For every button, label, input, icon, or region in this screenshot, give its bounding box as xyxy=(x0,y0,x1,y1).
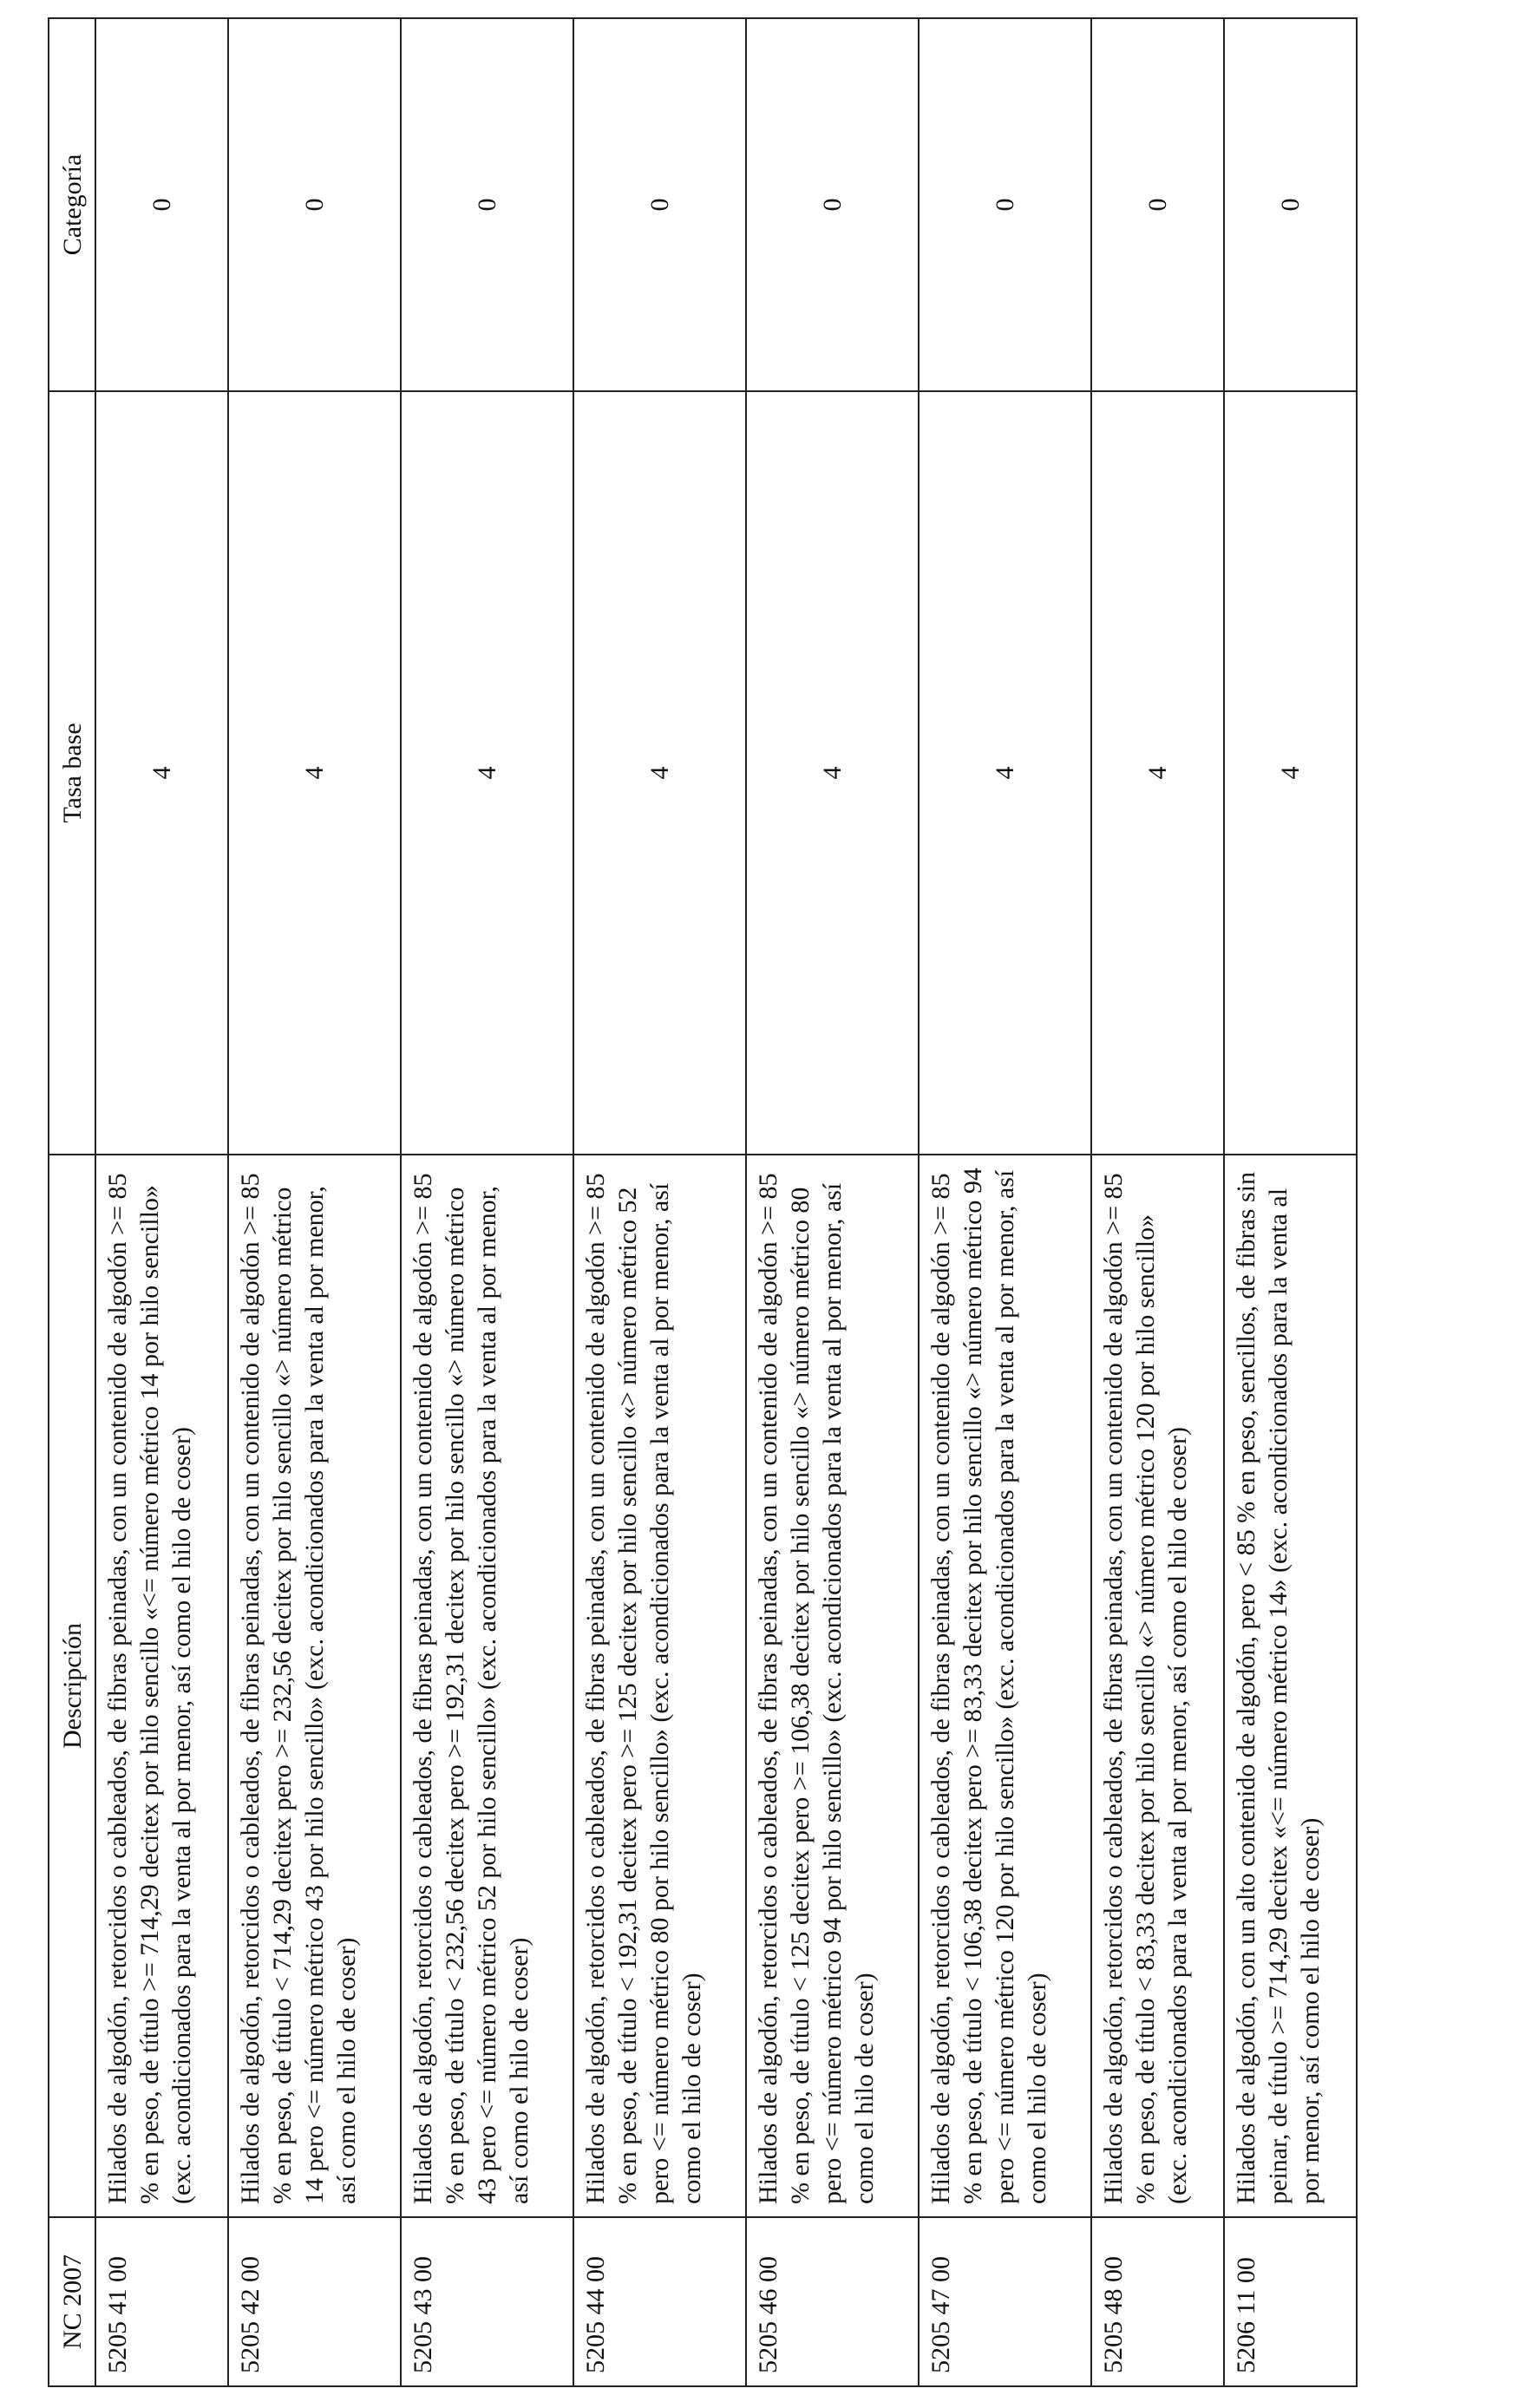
cell-rate: 4 xyxy=(919,391,1091,1155)
table-row xyxy=(919,18,1091,2386)
table-row xyxy=(573,18,746,2386)
cell-description: Hilados de algodón, retorcidos o cableados, de fibras peinadas, con un contenido de algodón >= 85 % en peso, de título < 714,29 decitex pero >= 232,56 decitex por hilo sencillo «> número métrico 14 pero <= número métrico 43 por hilo sencillo» (exc. acondicionados para la venta al por menor, así como el hilo de coser) xyxy=(228,1155,401,2217)
cell-rate: 4 xyxy=(401,391,573,1155)
header-nc-2007: NC 2007 xyxy=(49,2217,95,2386)
table-row xyxy=(746,18,919,2386)
table-row xyxy=(228,18,401,2386)
cell-category: 0 xyxy=(228,18,401,391)
cell-rate: 4 xyxy=(95,391,228,1155)
rotated-table-container xyxy=(48,19,1358,2387)
cell-rate: 4 xyxy=(746,391,919,1155)
cell-code: 5205 48 00 xyxy=(1091,2217,1224,2386)
cell-code: 5205 46 00 xyxy=(746,2217,919,2386)
cell-description: Hilados de algodón, retorcidos o cableados, de fibras peinadas, con un contenido de algodón >= 85 % en peso, de título < 232,56 decitex pero >= 192,31 decitex por hilo sencillo «> número métrico 43 pero <= número métrico 52 por hilo sencillo» (exc. acondicionados para la venta al por menor, así como el hilo de coser) xyxy=(401,1155,573,2217)
header-descripcion: Descripción xyxy=(49,1155,95,2217)
cell-code: 5205 43 00 xyxy=(401,2217,573,2386)
tariff-table xyxy=(48,17,1358,2387)
cell-category: 0 xyxy=(746,18,919,391)
table-row xyxy=(95,18,228,2386)
cell-description: Hilados de algodón, retorcidos o cableados, de fibras peinadas, con un contenido de algodón >= 85 % en peso, de título < 106,38 decitex pero >= 83,33 decitex por hilo sencillo «> número métrico 94 pero <= número métrico 120 por hilo sencillo» (exc. acondicionados para la venta al por menor, así como el hilo de coser) xyxy=(919,1155,1091,2217)
header-categoria: Categoría xyxy=(49,18,95,391)
cell-code: 5205 47 00 xyxy=(919,2217,1091,2386)
cell-category: 0 xyxy=(919,18,1091,391)
cell-rate: 4 xyxy=(1224,391,1357,1155)
table-row xyxy=(1224,18,1357,2386)
cell-rate: 4 xyxy=(573,391,746,1155)
cell-description: Hilados de algodón, retorcidos o cableados, de fibras peinadas, con un contenido de algodón >= 85 % en peso, de título < 192,31 decitex pero >= 125 decitex por hilo sencillo «> número métrico 52 pero <= número métrico 80 por hilo sencillo» (exc. acondicionados para la venta al por menor, así como el hilo de coser) xyxy=(573,1155,746,2217)
cell-code: 5205 41 00 xyxy=(95,2217,228,2386)
cell-code: 5205 44 00 xyxy=(573,2217,746,2386)
header-row xyxy=(49,18,95,2386)
cell-description: Hilados de algodón, retorcidos o cableados, de fibras peinadas, con un contenido de algodón >= 85 % en peso, de título < 125 decitex pero >= 106,38 decitex por hilo sencillo «> número métrico 80 pero <= número métrico 94 por hilo sencillo» (exc. acondicionados para la venta al por menor, así como el hilo de coser) xyxy=(746,1155,919,2217)
cell-rate: 4 xyxy=(1091,391,1224,1155)
cell-code: 5206 11 00 xyxy=(1224,2217,1357,2386)
cell-category: 0 xyxy=(95,18,228,391)
cell-category: 0 xyxy=(573,18,746,391)
cell-code: 5205 42 00 xyxy=(228,2217,401,2386)
cell-category: 0 xyxy=(1091,18,1224,391)
cell-category: 0 xyxy=(1224,18,1357,391)
table-row xyxy=(1091,18,1224,2386)
cell-category: 0 xyxy=(401,18,573,391)
cell-rate: 4 xyxy=(228,391,401,1155)
table-row xyxy=(401,18,573,2386)
header-tasa-base: Tasa base xyxy=(49,391,95,1155)
cell-description: Hilados de algodón, retorcidos o cableados, de fibras peinadas, con un contenido de algodón >= 85 % en peso, de título < 83,33 decitex por hilo sencillo «> número métrico 120 por hilo sencillo» (exc. acondicionados para la venta al por menor, así como el hilo de coser) xyxy=(1091,1155,1224,2217)
cell-description: Hilados de algodón, retorcidos o cableados, de fibras peinadas, con un contenido de algodón >= 85 % en peso, de título >= 714,29 decitex por hilo sencillo «<= número métrico 14 por hilo sencillo» (exc. acondicionados para la venta al por menor, así como el hilo de coser) xyxy=(95,1155,228,2217)
cell-description: Hilados de algodón, con un alto contenido de algodón, pero < 85 % en peso, sencillos, de fibras sin peinar, de título >= 714,29 decitex «<= número métrico 14» (exc. acondicionados para la venta al por menor, así como el hilo de coser) xyxy=(1224,1155,1357,2217)
